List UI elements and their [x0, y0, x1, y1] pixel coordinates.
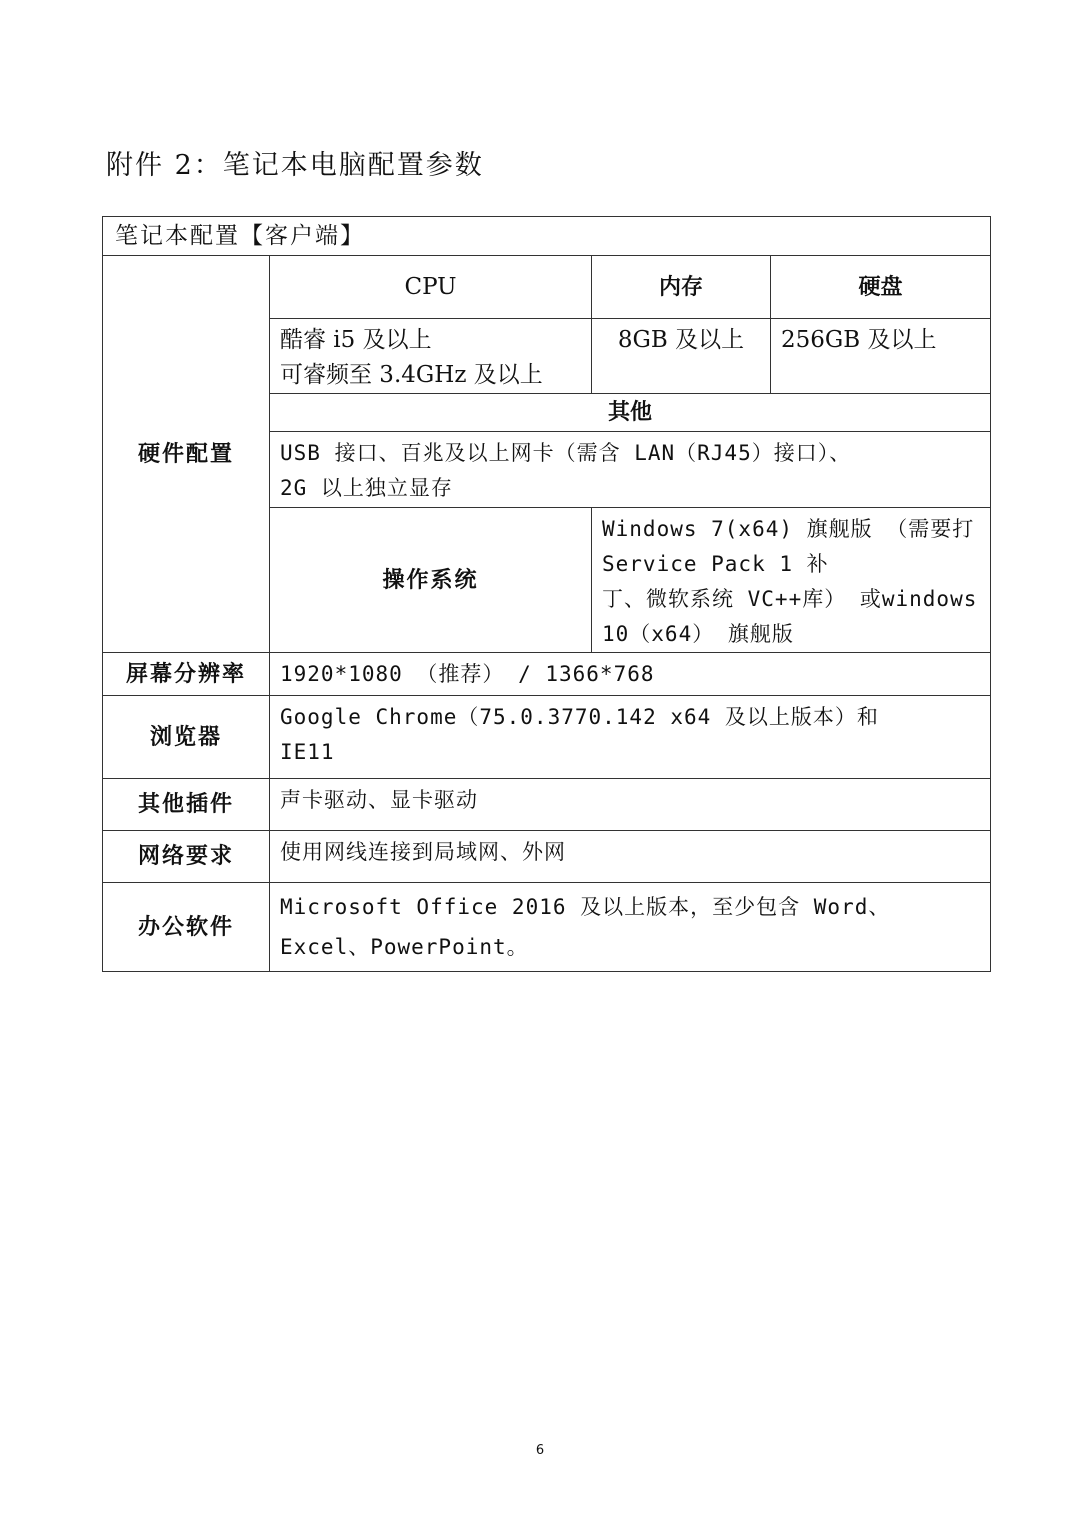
- plugins-line: 声卡驱动、显卡驱动: [280, 788, 478, 812]
- browser-value: [270, 696, 991, 779]
- office-line: Microsoft Office 2016 及以上版本，至少包含 Word、: [280, 895, 891, 919]
- disk-header: 硬盘: [771, 256, 991, 319]
- other-line: USB 接口、百兆及以上网卡（需含 LAN（RJ45）接口）、: [280, 441, 852, 465]
- disk-value: 256GB 及以上: [771, 319, 991, 394]
- other-value: [270, 432, 991, 508]
- table-row: [103, 779, 991, 831]
- other-header: 其他: [270, 394, 991, 432]
- resolution-label: 屏幕分辨率: [103, 653, 270, 696]
- browser-line: IE11: [280, 740, 335, 764]
- table-row: [103, 883, 991, 972]
- network-value: [270, 831, 991, 883]
- network-label: 网络要求: [103, 831, 270, 883]
- office-value: [270, 883, 991, 972]
- plugins-value: [270, 779, 991, 831]
- page-number: 6: [535, 1443, 545, 1458]
- office-label: 办公软件: [103, 883, 270, 972]
- resolution-value: [270, 653, 991, 696]
- table-row: [103, 831, 991, 883]
- document-heading: 附件 2：笔记本电脑配置参数: [106, 150, 484, 181]
- laptop-spec-table: [102, 216, 991, 972]
- cpu-line: 可睿频至 3.4GHz 及以上: [280, 362, 543, 388]
- table-title: 笔记本配置【客户端】: [103, 217, 991, 256]
- table-row: [103, 653, 991, 696]
- browser-line: Google Chrome（75.0.3770.142 x64 及以上版本）和: [280, 705, 879, 729]
- hardware-header-row: [103, 256, 991, 319]
- resolution-line: 1920*1080 （推荐） / 1366*768: [280, 662, 655, 686]
- office-line: Excel、PowerPoint。: [280, 935, 529, 959]
- other-line: 2G 以上独立显存: [280, 476, 453, 500]
- memory-value: 8GB 及以上: [592, 319, 771, 394]
- table-title-row: [103, 217, 991, 256]
- plugins-label: 其他插件: [103, 779, 270, 831]
- cpu-header: CPU: [270, 256, 592, 319]
- os-line: 丁、微软系统 VC++库） 或windows 10（x64） 旗舰版: [602, 587, 978, 646]
- cpu-line: 酷睿 i5 及以上: [280, 327, 432, 353]
- memory-header: 内存: [592, 256, 771, 319]
- os-value: [592, 508, 991, 653]
- cpu-value: [270, 319, 592, 394]
- browser-label: 浏览器: [103, 696, 270, 779]
- os-label: 操作系统: [270, 508, 592, 653]
- network-line: 使用网线连接到局域网、外网: [280, 840, 566, 864]
- os-line: Windows 7(x64) 旗舰版 （需要打 Service Pack 1 补: [602, 517, 975, 576]
- hardware-label: 硬件配置: [103, 256, 270, 653]
- table-row: [103, 696, 991, 779]
